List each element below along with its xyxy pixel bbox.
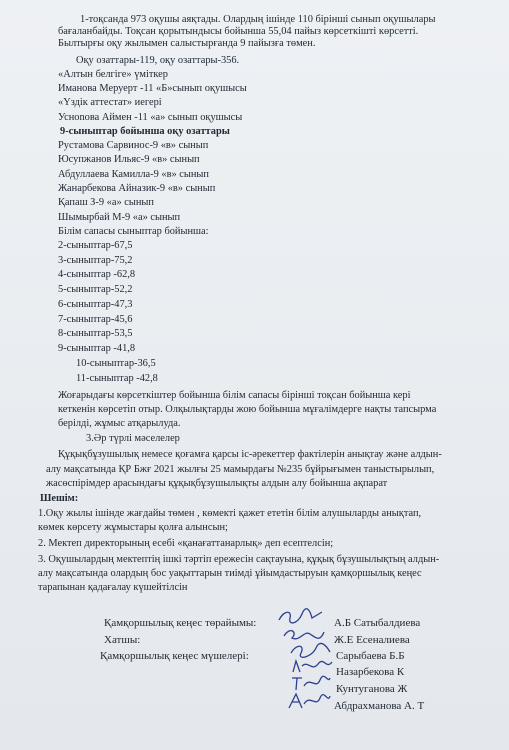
text-line: Иманова Меруерт -11 «Б»сынып оқушысы (58, 83, 247, 94)
grade-line: 7-сыныптар-45,6 (58, 314, 133, 325)
text-line: Оқу озаттары-119, оқу озаттары-356. (76, 55, 240, 66)
grade-line: 5-сыныптар-52,2 (58, 284, 133, 295)
text-line: Жоғарыдағы көрсеткіштер бойынша білім сапасы бірінші тоқсан бойынша кері (58, 390, 411, 401)
member-name: Назарбекова К (336, 666, 405, 678)
text-line: берілді, жұмыс атқарылуда. (58, 418, 181, 429)
grade-line: 4-сыныптар -62,8 (58, 269, 136, 280)
text-line: Усноnова Аймен -11 «а» сынып оқушысы (58, 112, 243, 123)
decision-line: көмек көрсету жұмыстары қолға алынсын; (38, 522, 228, 533)
decision-line: алу мақсатында олардың бос уақыттарын тиімді ұйымдастыруын қамқоршылық кеңес (38, 568, 422, 579)
text-line: Рустамова Сарвинос-9 «в» сынып (58, 140, 209, 151)
secretary-label: Хатшы: (104, 634, 141, 646)
grade-line: 6-сыныптар-47,3 (58, 299, 133, 310)
secretary-name: Ж.Е Есеналиева (334, 634, 410, 646)
text-line: Білім сапасы сыныптар бойынша: (58, 226, 209, 237)
decision-line: 3. Оқушылардың мектептің ішкі тәртіп ережесін сақтауына, құқық бұзушылықтың алдын- (38, 554, 440, 565)
members-label: Қамқоршылық кеңес мүшелері: (100, 650, 249, 662)
decision-line: тарапынан қадағалау күшейтілсін (38, 582, 188, 593)
grade-line: 9-сыныптар -41,8 (58, 343, 136, 354)
text-line: кеткенін көрсетіп отыр. Олқылықтарды жою бойынша мұғалімдерге нақты тапсырма (58, 404, 437, 415)
text-line: Шымырбай М-9 «а» сынып (58, 212, 181, 223)
section-heading: 9-сыныптар бойынша оқу озаттары (60, 126, 230, 137)
decision-line: 1.Оқу жылы ішінде жағдайы төмен , көмекті қажет ететін білім алушыларды анықтап, (38, 508, 422, 519)
grade-line: 3-сыныптар-75,2 (58, 255, 133, 266)
text-line: 1-тоқсанда 973 оқушы аяқтады. Олардың ішінде 110 бірінші сынып оқушылары (80, 14, 436, 25)
text-line: жасөспірімдер арасындағы құқықбұзушылықты алдын алу бойынша ақпарат (46, 478, 388, 489)
text-line: Құқықбұзушылық немесе қоғамға қарсы іс-әрекеттер фактілерін анықтау және алдын- (58, 449, 442, 460)
member-name: Абдрахманова А. Т (334, 700, 425, 712)
text-line: алу мақсатында ҚР Бжғ 2021 жылғы 25 мамырдағы №235 бұйрығымен таныстырылып, (46, 464, 435, 475)
chair-name: А.Б Сатыбалдиева (334, 617, 421, 629)
text-line: Жанарбекова Айназик-9 «в» сынып (58, 183, 216, 194)
text-line: Былтырғы оқу жылымен салыстырғанда 9 пайызға төмен. (58, 38, 316, 49)
chair-label: Қамқоршылық кеңес төрайымы: (104, 617, 257, 629)
grade-line: 10-сыныптар-36,5 (76, 358, 156, 369)
text-line: «Алтын белгіге» үміткер (58, 69, 168, 80)
member-name: Кунтуганова Ж (336, 683, 408, 695)
grade-line: 11-сыныптар -42,8 (76, 373, 158, 384)
text-line: бағаланбайды. Тоқсан қорытындысы бойынша 55,04 пайыз көрсеткішті көрсетті. (58, 26, 419, 37)
grade-line: 8-сыныптар-53,5 (58, 328, 133, 339)
text-line: Юсупжанов Ильяс-9 «в» сынып (58, 154, 200, 165)
section-heading: 3.Әр түрлі мәселелер (86, 433, 180, 444)
signature-member-4 (286, 690, 332, 712)
text-line: Абдуллаева Камилла-9 «в» сынып (58, 169, 209, 180)
decision-line: 2. Мектеп директорының есебі «қанағаттанарлық» деп есептелсін; (38, 538, 334, 549)
text-line: «Үздік аттестат» иегері (58, 97, 162, 108)
text-line: Қапаш З-9 «а» сынып (58, 197, 154, 208)
member-name: Сарыбаева Б.Б (336, 650, 405, 662)
decision-heading: Шешім: (40, 493, 79, 504)
grade-line: 2-сыныптар-67,5 (58, 240, 133, 251)
